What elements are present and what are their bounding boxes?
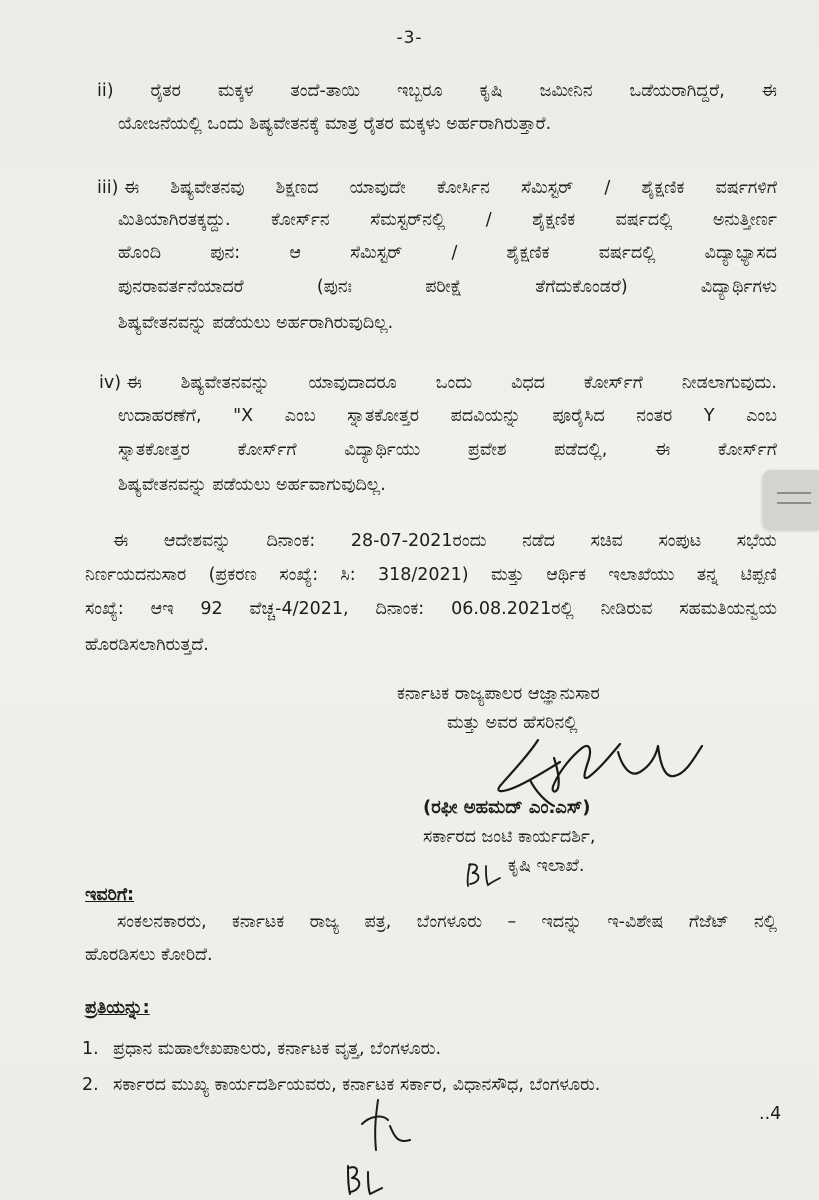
clause-iv-line-1	[99, 375, 777, 393]
word: ಒಡೆಯರಾಗಿದ್ದರೆ,	[629, 81, 725, 101]
to-line-2: ಹೊರಡಿಸಲು ಕೋರಿದೆ.	[85, 945, 213, 965]
word: ಪತ್ರ,	[364, 912, 392, 932]
clause-iv-line-3	[118, 442, 777, 460]
clause-iv-line-2	[118, 408, 777, 426]
word: ಕರ್ನಾಟಕ	[232, 912, 285, 932]
copy-item-2-text: ಸರ್ಕಾರದ ಮುಖ್ಯ ಕಾರ್ಯದರ್ಶಿಯವರು, ಕರ್ನಾಟಕ ಸರ್ಕಾರ, ವಿಧಾನಸೌಧ, ಬೆಂಗಳೂರು.	[113, 1075, 601, 1095]
clause-iii-line-2	[118, 212, 777, 230]
word: ಪುನರಾವರ್ತನೆಯಾದರೆ	[118, 277, 244, 297]
order-line-4: ಹೊರಡಿಸಲಾಗಿರುತ್ತದೆ.	[85, 635, 209, 655]
word: ವರ್ಷಗಳಿಗೆ	[715, 178, 777, 198]
word: ಆದೇಶವನ್ನು	[163, 531, 231, 551]
word: ಸಿ:	[340, 565, 356, 585]
word: ಸಭೆಯ	[736, 531, 777, 551]
word: ಆ	[289, 243, 301, 263]
word: ತೆಗೆದುಕೊಂಡರೆ)	[535, 277, 628, 297]
word: ವಿದ್ಯಾರ್ಥಿಯು	[344, 440, 421, 460]
word: Y	[703, 406, 715, 426]
copy-item-2-num: 2.	[82, 1075, 99, 1095]
word: ವಿದ್ಯಾರ್ಥಿಗಳು	[700, 277, 777, 297]
word: ಕೋರ್ಸ್‌ಗೆ	[717, 440, 777, 460]
word: ರಾಜ್ಯ	[309, 912, 340, 932]
word: ಕೋರ್ಸ್‌ಗೆ	[237, 440, 297, 460]
word: ಸ್ನಾತಕೋತ್ತರ	[347, 406, 420, 426]
clause-iii-line-1	[97, 180, 777, 198]
word: /	[451, 243, 458, 263]
signatory-designation: ಸರ್ಕಾರದ ಜಂಟಿ ಕಾರ್ಯದರ್ಶಿ,	[423, 827, 596, 847]
word: ಈ	[655, 440, 671, 460]
word: ಟಿಪ್ಪಣಿ	[740, 565, 777, 585]
word: ದಿನಾಂಕ:	[266, 531, 316, 551]
word: ನಲ್ಲಿ	[753, 912, 777, 932]
word: /	[604, 178, 611, 198]
word: ಕೃಷಿ	[479, 81, 503, 101]
signatory-name: (ರಫೀ ಅಹಮದ್ ಎಂ.ಎಸ್)	[423, 797, 591, 818]
bottom-initials-mark	[338, 1096, 428, 1200]
word: ಮಕ್ಕಳ	[217, 81, 254, 101]
signatory-department: ಕೃಷಿ ಇಲಾಖೆ.	[508, 856, 585, 876]
word: iv) ಈ	[99, 373, 142, 393]
word: ಸೆಮಿಸ್ಟರ್	[350, 243, 403, 263]
word: ದಿನಾಂಕ:	[375, 599, 425, 619]
word: ಇಲಾಖೆಯು	[608, 565, 675, 585]
clause-iii-line-3	[118, 245, 777, 263]
word: ಸ್ನಾತಕೋತ್ತರ	[118, 440, 190, 460]
clause-ii-line-2: ಯೋಜನೆಯಲ್ಲಿ ಒಂದು ಶಿಷ್ಯವೇತನಕ್ಕೆ ಮಾತ್ರ ರೈತರ ಮಕ್ಕಳು ಅರ್ಹರಾಗಿರುತ್ತಾರೆ.	[118, 114, 552, 134]
word: ಸಹಮತಿಯನ್ವಯ	[679, 599, 777, 619]
word: ಶೈಕ್ಷಣಿಕ	[641, 178, 685, 198]
word: ಎಂಬ	[746, 406, 777, 426]
word: iii) ಈ	[97, 178, 140, 198]
by-order-line-1: ಕರ್ನಾಟಕ ರಾಜ್ಯಪಾಲರ ಆಜ್ಞಾನುಸಾರ	[397, 684, 600, 704]
scroll-handle-grip-2	[777, 502, 811, 504]
word: ಶಿಷ್ಯವೇತನವನ್ನು	[180, 373, 270, 393]
word: ಜಮೀನಿನ	[539, 81, 593, 101]
word: ನೀಡಲಾಗುವುದು.	[681, 373, 777, 393]
word: ವರ್ಷದಲ್ಲಿ	[615, 210, 673, 230]
clause-iii-line-5: ಶಿಷ್ಯವೇತನವನ್ನು ಪಡೆಯಲು ಅರ್ಹರಾಗಿರುವುದಿಲ್ಲ.	[118, 313, 394, 333]
word: ಪದವಿಯನ್ನು	[450, 406, 521, 426]
word: ಈ	[761, 81, 777, 101]
word: ಶಿಕ್ಷಣದ	[275, 178, 319, 198]
word: ವಿಧದ	[511, 373, 545, 393]
clause-ii-line-1	[97, 83, 777, 101]
word: ಸೆಮಸ್ಟರ್‌ನಲ್ಲಿ	[370, 210, 446, 230]
word: ಯಾವುದೇ	[349, 178, 406, 198]
word: (ಪುನಃ	[316, 277, 352, 297]
word: ವರ್ಷದಲ್ಲಿ	[598, 243, 656, 263]
word: ಗೆಜೆಟ್	[688, 912, 729, 932]
by-order-line-2: ಮತ್ತು ಅವರ ಹೆಸರಿನಲ್ಲಿ	[447, 713, 578, 733]
word: ಸಂಕಲನಕಾರರು,	[117, 912, 207, 932]
word: ಸಂಪುಟ	[658, 531, 702, 551]
clause-iv-line-4: ಶಿಷ್ಯವೇತನವನ್ನು ಪಡೆಯಲು ಅರ್ಹವಾಗುವುದಿಲ್ಲ.	[118, 475, 386, 495]
to-line-1	[117, 914, 777, 932]
word: ತಂದೆ-ತಾಯಿ	[290, 81, 361, 101]
word: ನಿರ್ಣಯದನುಸಾರ	[85, 565, 187, 585]
word: –	[507, 912, 517, 932]
word: ಶೈಕ್ಷಣಿಕ	[506, 243, 550, 263]
word: ವಿದ್ಯಾಭ್ಯಾಸದ	[704, 243, 777, 263]
clause-iii-line-4	[118, 279, 777, 297]
copy-item-1-num: 1.	[82, 1039, 99, 1059]
copy-item-1-text: ಪ್ರಧಾನ ಮಹಾಲೇಖಪಾಲರು, ಕರ್ನಾಟಕ ವೃತ್ತ, ಬೆಂಗಳೂರು.	[113, 1039, 442, 1059]
word: ನೀಡಿರುವ	[600, 599, 653, 619]
word: 28-07-2021ರಂದು	[350, 531, 487, 551]
word: ವೆಚ್ಚ-4/2021,	[249, 599, 349, 619]
word: ಕೋರ್ಸಿನ	[436, 178, 490, 198]
word: ಮತ್ತು	[490, 565, 524, 585]
copy-heading: ಪ್ರತಿಯನ್ನು:	[85, 998, 150, 1018]
word: ನಡೆದ	[522, 531, 555, 551]
word: ಯಾವುದಾದರೂ	[308, 373, 397, 393]
word: ಆಇ	[150, 599, 174, 619]
word: ಸಂಖ್ಯೆ:	[85, 599, 124, 619]
word: ಎಂಬ	[284, 406, 316, 426]
word: ಇ-ವಿಶೇಷ	[607, 912, 664, 932]
page-number: -3-	[396, 28, 423, 48]
word: ರೈತರ	[150, 81, 181, 101]
word: ಸಚಿವ	[590, 531, 623, 551]
continuation-mark: ..4	[759, 1104, 782, 1124]
word: ಪಡೆದಲ್ಲಿ,	[554, 440, 608, 460]
word: ಮಿತಿಯಾಗಿರತಕ್ಕದ್ದು.	[118, 210, 231, 230]
word: ಸೆಮಿಸ್ಟರ್	[521, 178, 574, 198]
scroll-handle[interactable]	[763, 470, 819, 530]
word: ಪ್ರವೇಶ	[467, 440, 507, 460]
word: ಬೆಂಗಳೂರು	[416, 912, 483, 932]
word: ಒಂದು	[435, 373, 473, 393]
word: ಕೋರ್ಸ್‌ನ	[271, 210, 330, 230]
word: 06.08.2021ರಲ್ಲಿ	[451, 599, 574, 619]
word: ಆರ್ಥಿಕ	[546, 565, 587, 585]
word: "X	[233, 406, 254, 426]
word: ಪುನ:	[210, 243, 241, 263]
scroll-handle-grip-1	[777, 492, 811, 494]
word: ಅನುತ್ತೀರ್ಣ	[712, 210, 777, 230]
word: 92	[200, 599, 223, 619]
order-line-1	[113, 533, 777, 551]
word: ಇದನ್ನು	[541, 912, 582, 932]
word: ii)	[97, 81, 114, 101]
word: ಶಿಷ್ಯವೇತನವು	[170, 178, 245, 198]
word: ಹೊಂದಿ	[118, 243, 162, 263]
word: ಸಂಖ್ಯೆ:	[279, 565, 319, 585]
word: ಪರೀಕ್ಷೆ	[425, 277, 463, 297]
order-line-2	[85, 567, 777, 585]
order-line-3	[85, 601, 777, 619]
word: ಉದಾಹರಣೆಗೆ,	[118, 406, 202, 426]
word: (ಪ್ರಕರಣ	[208, 565, 257, 585]
word: ಪೂರೈಸಿದ	[552, 406, 605, 426]
word: 318/2021)	[377, 565, 469, 585]
word: ಶೈಕ್ಷಣಿಕ	[532, 210, 576, 230]
word: ತನ್ನ	[696, 565, 719, 585]
word: /	[485, 210, 492, 230]
word: ಇಬ್ಬರೂ	[397, 81, 443, 101]
initials-mark	[464, 860, 504, 890]
to-heading: ಇವರಿಗೆ:	[85, 885, 135, 905]
word: ಈ	[113, 531, 129, 551]
word: ನಂತರ	[636, 406, 673, 426]
word: ಕೋರ್ಸ್‌ಗೆ	[583, 373, 643, 393]
